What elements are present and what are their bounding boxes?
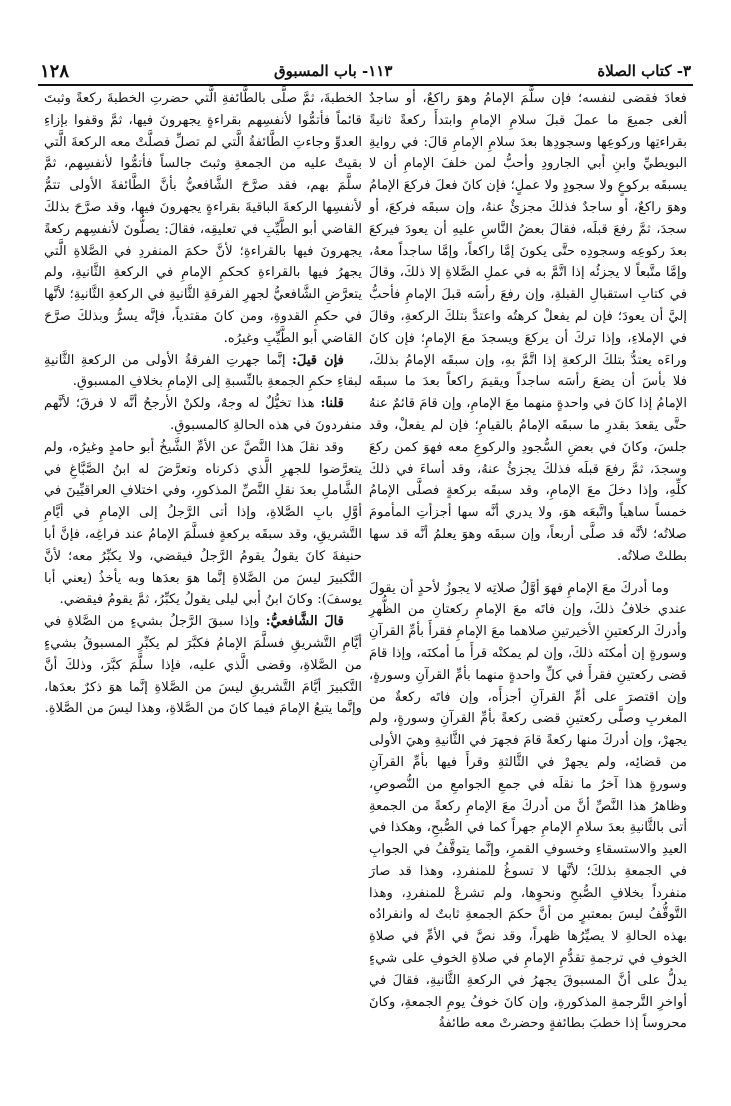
paragraph (44, 437, 362, 611)
paragraph-text: فعادَ فقضى لنفسه؛ فإن سلَّمَ الإمامُ وهوَ راكعٌ، أو ساجدٌ ألغى جميعَ ما عملَ قبلَ سلامِ الإمامِ وابتدأَ ركعةً ثانيةً بقراءتِها وركوعِها وسجودِها بعدَ سلامِ الإمامِ قالَ: في روايةِ البويطيِّ وابنِ أبي الجارودِ وأحبُّ لمن خلفَ الإمامِ أن لا يسبقَه بركوعٍ ولا سجودٍ ولا عملٍ؛ فإن كانَ فعلَ فركعَ الإمامُ وهوَ راكعٌ، أو ساجدٌ فذلكَ مجزئٌ عنهُ، وإن سبقَه فركعَ، أو سجدَ، ثمَّ رفعَ قبلَه، فقالَ بعضُ النَّاسِ عليهِ أن يعودَ فيركعَ بعدَ ركوعِه وسجودِه حتَّى يكونَ إمَّا راكعاً، وإمَّا ساجداً معهُ، وإمَّا متَّبعاً لا يجزئُه إذا اتَّمَّ به في عملِ الصَّلاةِ إلا ذلكَ، وقالَ في كتابِ استقبالِ القبلةِ، وإن رفعَ رأسَه قبلَ الإمامِ فأحبُّ إليَّ أن يعودَ؛ فإن لم يفعلْ كرهتُه واعتدَّ بتلكَ الركعةِ، وقالَ في الإملاءِ، وإذا تركَ أن يركعَ ويسجدَ معَ الإمامِ؛ فإن كانَ وراءَه يعتدُّ بتلكَ الركعةِ إذا اتَّمَّ بهِ، وإن سبقَه الإمامُ بذلكَ، فلا بأسَ أن يضعَ رأسَه ساجداً ويقيمَ راكعاً بعدَ ما سبقَه الإمامُ إذا كانَ في واحدةٍ منهما معَ الإمامِ، وإن قامَ قائمٌ عنهُ حتَّى يقعدَ بقدرِ ما سبقَه الإمامُ بالقيامِ؛ فإن لم يفعلْ، وقد جلسَ، وكانَ في بعضِ السُّجودِ والركوعِ معه فهوَ كمن ركعَ وسجدَ، ثمَّ رفعَ قبلَه فذلكَ يجزئُ عنهُ، وقد أساءَ في ذلكَ كلِّهِ، وإذا دخلَ معَ الإمامِ، وقد سبقَه بركعةٍ فصلَّى الإمامُ خمساً ساهياً واتَّبعَه هوَ، ولا يدري أنَّه سها أجزأتِ المأمومَ صلاتُه؛ لأنَّه قد صلَّى أربعاً، وإن سبقَه وهوَ يعلمُ أنَّه قد سها بطلتْ صلاتُه. (369, 91, 687, 564)
paragraph (44, 611, 362, 720)
paragraph-lead: قلنا: (320, 396, 344, 412)
paragraph (44, 393, 362, 437)
paragraph (369, 88, 687, 568)
paragraph-text: وما أدركَ معَ الإمامِ فهوَ أوَّلُ صلاتِه لا يجوزُ لأحدٍ أن يقولَ عندي خلافُ ذلكَ، وإن فاتَه معَ الإمامِ ركعتانِ من الظُّهرِ وأدركَ الركعتينِ الأخيرتينِ صلاهما معَ الإمامِ فقرأَ بأمِّ القرآنِ وسورةٍ إن أمكنَه ذلكَ، وإن لم يمكنْه قرأَ ما أمكنَه، وإذا قامَ قضى ركعتينِ فقرأَ في كلِّ واحدةٍ منهما بأمِّ القرآنِ وسورةٍ، وإن اقتصرَ على أمِّ القرآنِ أجزأَه، وإن فاتَه ركعةٌ من المغربِ وصلَّى ركعتينِ قضى ركعةً بأمِّ القرآنِ وسورةٍ، ولم يجهرْ، وإن أدركَ منها ركعةً قامَ فجهرَ في الثَّانيةِ وهيَ الأولى من قضائِه، ولم يجهرْ في الثَّالثةِ وقرأَ فيها بأمِّ القرآنِ وسورةٍ هذا آخرُ ما نقلَه في جمعِ الجوامعِ من النُّصوصِ، وظاهرُ هذا النَّصِّ أنَّ من أدركَ معَ الإمامِ ركعةً من الجمعةِ أتى بالثَّانيةِ بعدَ سلامِ الإمامِ جهراً كما في الصُّبحِ، وهكذا في العيدِ والاستسقاءِ وخسوفِ القمرِ، وإنَّما يتوقَّفُ في الجوابِ في الجمعةِ بذلكَ؛ لأنَّها لا تسوغُ للمنفردِ، وهذا قد صارَ منفرداً بخلافِ الصُّبحِ ونحوِها، ولم تشرعْ للمنفردِ، وهذا التَّوقُّفُ ليسَ بمعتبرٍ من أنَّ حكمَ الجمعةِ ثابتٌ له وانفرادُه بهذه الحالةِ لا يصيِّرُها ظهراً، وقد نصَّ في الأمِّ في صلاةِ الخوفِ في ترجمةِ تقدُّمِ الإمامِ في صلاةِ الخوفِ على شيءٍ يدلُّ على أنَّ المسبوقَ يجهرُ في الركعةِ الثَّانيةِ، فقالَ في أواخرِ التَّرجمةِ المذكورةِ، وإن كانَ خوفُ يومِ الجمعةِ، وكانَ محروساً إذا خطبَ بطائفةٍ وحضرتْ معه طائفةُ (369, 580, 687, 1032)
paragraph-text: الخطبةَ، ثمَّ صلَّى بالطَّائفةِ الَّتي حضرتِ الخطبةَ ركعةً وثبتَ قائماً فأتمُّوا لأنفسِهم بقراءةٍ يجهرونَ فيها، ثمَّ وقفوا بإزاءِ العدوِّ وجاءتِ الطَّائفةُ الَّتي لم تصلِّ فصلَّتْ معه الركعةَ الَّتي بقيتْ عليه من الجمعةِ وثبتَ جالساً فأتمُّوا لأنفسِهم، ثمَّ سلَّمَ بهم، فقد صرَّحَ الشَّافعيُّ بأنَّ الطَّائفةَ الأولى تتمُّ لأنفسِها الركعةَ الباقيةَ بقراءةٍ يجهرونَ فيها، وقد صرَّحَ بذلكَ القاضي أبو الطَّيِّبِ في تعليقِه، فقالَ: يصلُّونَ لأنفسِهم ركعةً يجهرونَ فيها بالقراءةِ؛ لأنَّ حكمَ المنفردِ في الصَّلاةِ الَّتي يجهرُ فيها بالقراءةِ كحكمِ الإمامِ في الركعةِ الثَّانيةِ، ولم يتعرَّضِ الشَّافعيُّ لجهرِ الفرقةِ الثَّانيةِ في الركعةِ الثَّانيةِ؛ لأنَّها في حكمِ القدوةِ، ومن كانَ مقتدياً، فإنَّه يسرُّ وبذلكَ صرَّحَ القاضي أبو الطَّيِّبِ وغيرُه. (44, 91, 362, 346)
paragraph-lead: قالَ الشَّافعيُّ: (265, 614, 344, 630)
running-header (40, 58, 691, 84)
chapter-title: ٣- كتاب الصلاة (597, 62, 691, 80)
header-rule (38, 84, 693, 86)
left-column (44, 88, 362, 720)
paragraph-text: إنَّما جهرتِ الفرقةُ الأولى من الركعةِ الثَّانيةِ لبقاءِ حكمِ الجمعةِ بالنِّسبةِ إلى الإمامِ بخلافِ المسبوقِ. (44, 352, 362, 390)
paragraph-text: وقد نقلَ هذا النَّصَّ عن الأمِّ الشَّيخُ أبو حامدٍ وغيرُه، ولم يتعرَّضوا للجهرِ الَّذي ذكرناه وتعرَّضَ له ابنُ الصَّبَّاغِ في الشَّاملِ بعدَ نقلِ النَّصِّ المذكورِ، وفي اختلافِ العراقيِّينَ في أوَّلِ بابِ الصَّلاةِ، وإذا أتى الرَّجلُ إلى الإمامِ في أيَّامِ التَّشريقِ، وقد سبقَه بركعةٍ فسلَّمَ الإمامُ عند فراغِه، فإنَّ أبا حنيفةَ كانَ يقولُ يقومُ الرَّجلُ فيقضي، ولا يكبِّرُ معه؛ لأنَّ التَّكبيرَ ليسَ من الصَّلاةِ إنَّما هوَ بعدَها وبه يأخذُ (يعني أبا يوسفَ): وكانَ ابنُ أبي ليلى يقولُ يكبِّرُ، ثمَّ يقومُ فيقضي. (44, 439, 362, 608)
page-number: ١٢٨ (40, 60, 70, 82)
paragraph (369, 578, 687, 1036)
paragraph-lead: فإن قيلَ: (291, 352, 344, 368)
paragraph-text: هذا تخيُّلٌ له وجهٌ، ولكنْ الأرجحُ أنَّه لا فرقَ؛ لأنَّهم منفردونَ في هذه الحالةِ كالمسبوقِ. (44, 396, 362, 433)
paragraph-text: وإذا سبقَ الرَّجلُ بشيءٍ من الصَّلاةِ في أيَّامِ التَّشريقِ فسلَّمَ الإمامُ فكبَّرَ لم يكبِّرِ المسبوقُ بشيءٍ من الصَّلاةِ، وقضى الَّذي عليه، فإذا سلَّمَ كبَّرَ، وذلكَ أنَّ التَّكبيرَ أيَّامَ التَّشريقِ ليسَ من الصَّلاةِ إنَّما هوَ ذكرٌ بعدَها، وإنَّما يتبعُ الإمامَ فيما كانَ من الصَّلاةِ، وهذا ليسَ من الصَّلاةِ. (44, 614, 362, 717)
section-title: ١١٣- باب المسبوق (273, 62, 393, 80)
right-column (369, 88, 687, 1035)
paragraph (44, 350, 362, 394)
paragraph (44, 88, 362, 350)
